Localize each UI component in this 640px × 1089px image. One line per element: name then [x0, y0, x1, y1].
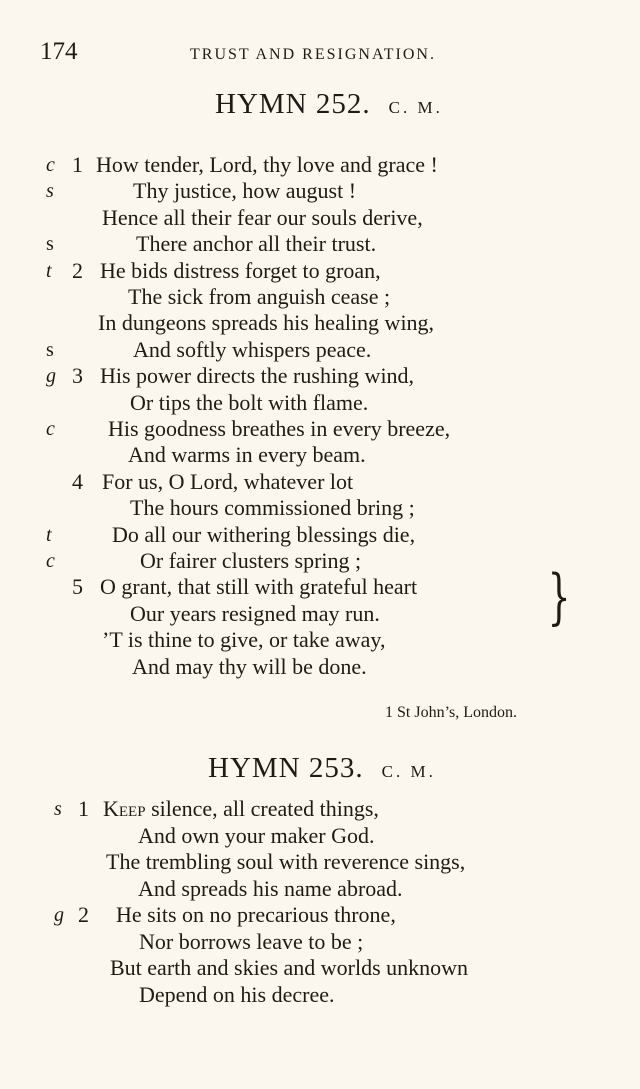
dynamic-mark: s [46, 233, 54, 256]
verse-line: ’T is thine to give, or take away, [102, 627, 386, 653]
hymn-252-meter: C. M. [388, 98, 443, 117]
verse-number: 3 [72, 363, 83, 389]
verse-number: 4 [72, 468, 83, 494]
verse-line: The trembling soul with reverence sings, [106, 849, 466, 874]
verse-line: Depend on his decree. [139, 981, 335, 1007]
verse-line: Thy justice, how august ! [133, 178, 357, 204]
verse-line: There anchor all their trust. [136, 231, 377, 257]
dynamic-mark: s [46, 180, 54, 203]
dynamic-mark: s [54, 798, 62, 820]
verse-line: And warms in every beam. [128, 442, 366, 468]
verse-line: Keep silence, all created things, [103, 796, 379, 821]
tune-name: 1 St John’s, London. [385, 704, 518, 721]
dynamic-mark: t [46, 523, 52, 546]
verse-line: Hence all their fear our souls derive, [102, 204, 423, 230]
verse-line: Our years resigned may run. [130, 600, 380, 626]
brace-mark: } [547, 562, 571, 632]
verse-number: 1 [72, 152, 83, 177]
verse-number: 1 [78, 796, 89, 821]
dynamic-mark: c [46, 550, 55, 572]
hymn-253-meter: C. M. [381, 762, 436, 781]
verse-line: The hours commissioned bring ; [130, 495, 415, 521]
dynamic-mark: s [46, 338, 54, 361]
hymn-253-title [208, 752, 436, 785]
page-number: 174 [40, 38, 78, 65]
dynamic-mark: c [46, 154, 55, 176]
verse-line: He sits on no precarious throne, [116, 902, 396, 927]
verse-line: How tender, Lord, thy love and grace ! [96, 152, 438, 177]
verse-number: 2 [72, 257, 83, 283]
verse-line: But earth and skies and worlds unknown [110, 955, 469, 980]
verse-line: And may thy will be done. [132, 653, 367, 679]
verse-line: Do all our withering blessings die, [112, 521, 416, 547]
verse-line: In dungeons spreads his healing wing, [98, 310, 435, 336]
verse-line: And own your maker God. [138, 822, 375, 848]
verse-number: 5 [72, 574, 83, 600]
verse-line: Nor borrows leave to be ; [139, 928, 364, 954]
hymn-252-title [215, 88, 443, 121]
verse-number: 2 [78, 902, 89, 927]
first-word: Keep [103, 796, 146, 821]
dynamic-mark: g [46, 365, 56, 388]
verse-line: Or fairer clusters spring ; [140, 548, 362, 573]
verse-line: His goodness breathes in every breeze, [108, 416, 451, 441]
verse-line: O grant, that still with grateful heart [100, 574, 418, 600]
running-head: TRUST AND RESIGNATION. [190, 46, 436, 63]
hymn-252-heading: HYMN 252. [215, 88, 371, 120]
verse-line: The sick from anguish cease ; [128, 284, 391, 309]
page-header [40, 38, 600, 68]
hymn-253-heading: HYMN 253. [208, 752, 364, 784]
verse-line: He bids distress forget to groan, [100, 257, 381, 283]
dynamic-mark: g [54, 904, 64, 926]
dynamic-mark: c [46, 418, 55, 440]
verse-line: His power directs the rushing wind, [100, 363, 415, 389]
verse-line: For us, O Lord, whatever lot [102, 468, 354, 494]
verse-line: And softly whispers peace. [133, 336, 372, 362]
verse-line: And spreads his name abroad. [138, 875, 403, 901]
verse-line: Or tips the bolt with flame. [130, 389, 369, 415]
dynamic-mark: t [46, 259, 52, 282]
